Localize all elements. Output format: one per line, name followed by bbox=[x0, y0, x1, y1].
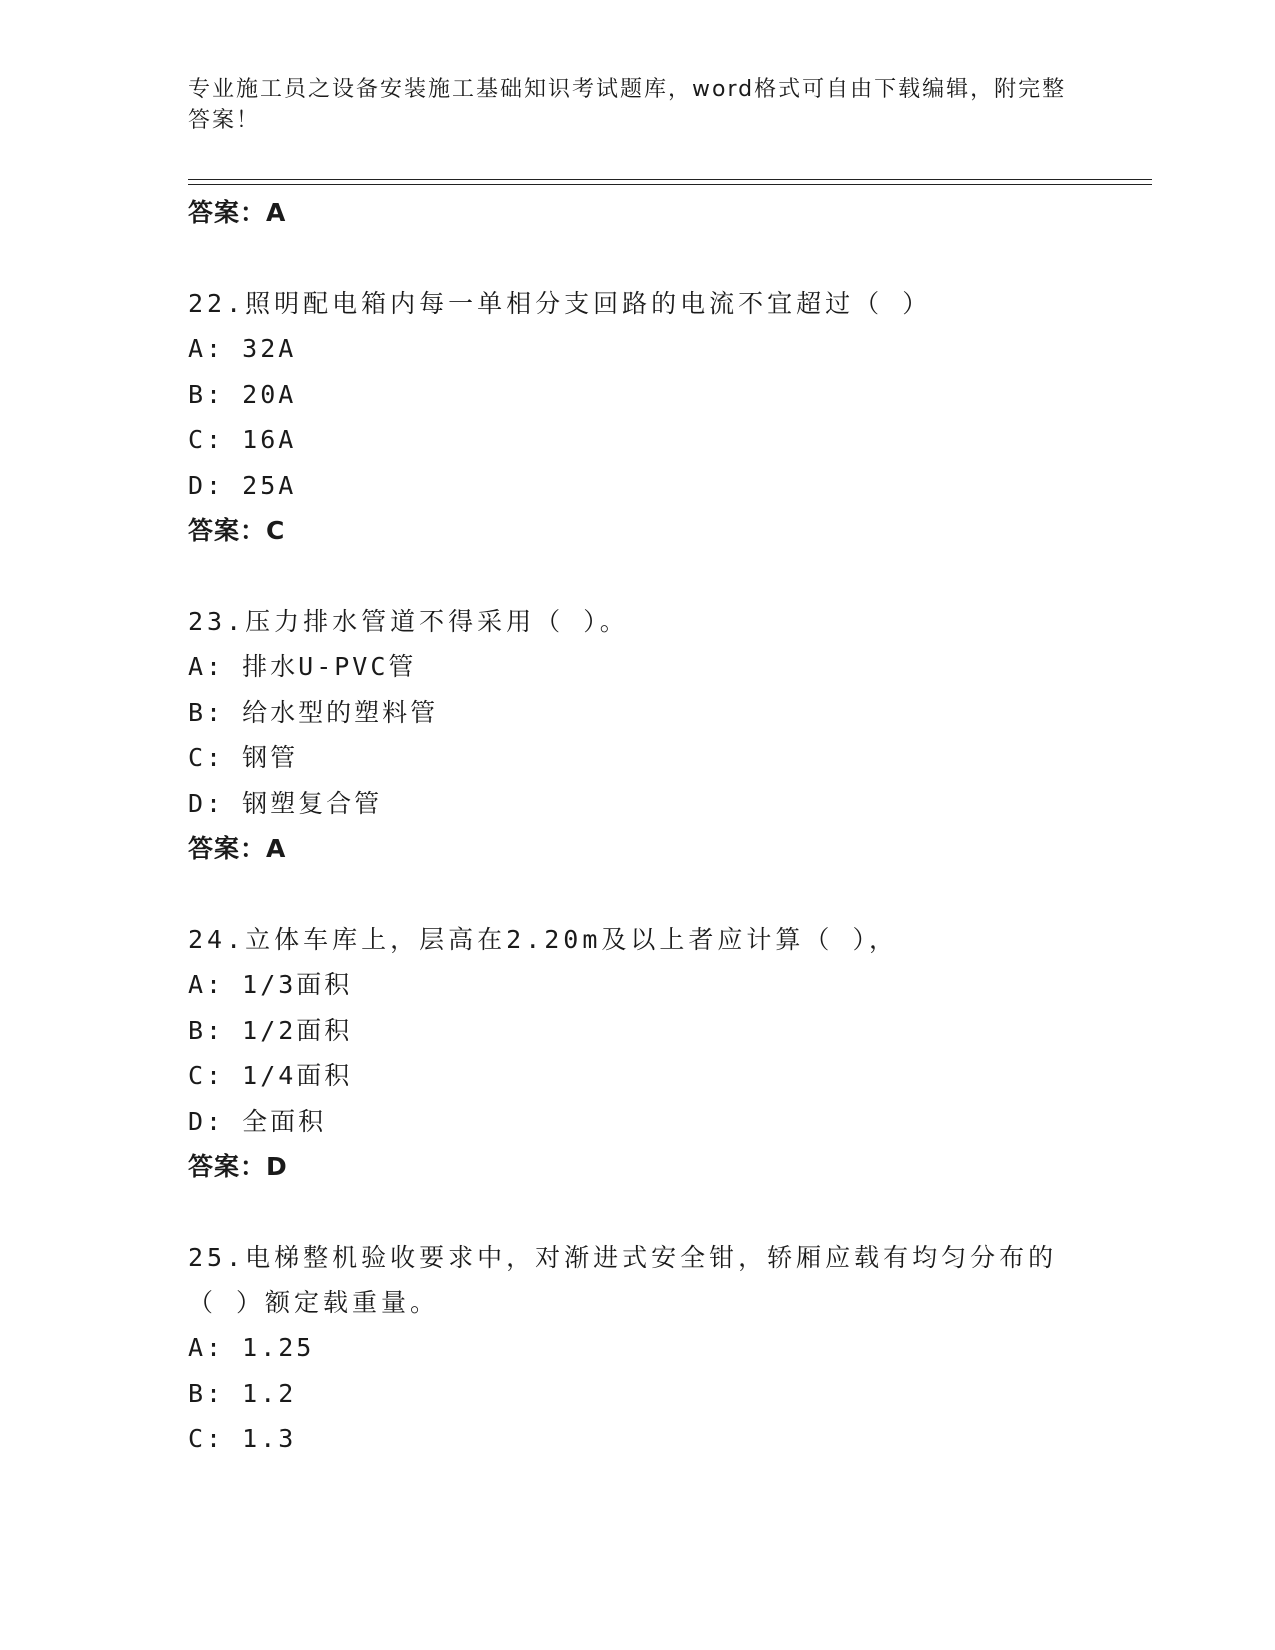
question-block bbox=[188, 599, 1068, 871]
option-c: C: 16A bbox=[188, 425, 297, 454]
answer-line: 答案：D bbox=[188, 1152, 288, 1181]
answer-line: 答案：A bbox=[188, 834, 287, 863]
page-header: 专业施工员之设备安装施工基础知识考试题库，word格式可自由下载编辑，附完整答案！ bbox=[188, 77, 1067, 133]
option-c: C: 钢管 bbox=[188, 743, 299, 772]
question-text: 23.压力排水管道不得采用（ ）。 bbox=[188, 607, 629, 636]
question-block bbox=[188, 917, 1068, 1189]
option-b: B: 20A bbox=[188, 379, 297, 409]
header-rule-bottom bbox=[188, 184, 1152, 185]
option-b: B: 1.2 bbox=[188, 1378, 297, 1408]
header-rule-top bbox=[188, 179, 1152, 180]
option-a: A: 1/3面积 bbox=[188, 970, 353, 999]
option-a: A: 32A bbox=[188, 334, 297, 363]
question-text: 22.照明配电箱内每一单相分支回路的电流不宜超过（ ） bbox=[188, 289, 932, 318]
option-a: A: 排水U-PVC管 bbox=[188, 652, 417, 681]
question-list bbox=[188, 190, 1068, 1462]
option-d: D: 全面积 bbox=[188, 1106, 327, 1136]
option-c: C: 1/4面积 bbox=[188, 1061, 353, 1090]
question-block bbox=[188, 1235, 1068, 1462]
answer-line: 答案：C bbox=[188, 516, 286, 545]
option-c: C: 1.3 bbox=[188, 1424, 297, 1453]
question-text: 24.立体车库上，层高在2.20m及以上者应计算（ ）， bbox=[188, 925, 898, 954]
option-b: B: 给水型的塑料管 bbox=[188, 697, 439, 727]
question-block bbox=[188, 281, 1068, 553]
answer-line: 答案：A bbox=[188, 198, 287, 227]
option-d: D: 钢塑复合管 bbox=[188, 788, 383, 818]
option-a: A: 1.25 bbox=[188, 1333, 315, 1362]
question-text: 25.电梯整机验收要求中，对渐进式安全钳，轿厢应载有均匀分布的（ ）额定载重量。 bbox=[188, 1243, 1058, 1317]
option-b: B: 1/2面积 bbox=[188, 1015, 353, 1045]
option-d: D: 25A bbox=[188, 470, 297, 500]
